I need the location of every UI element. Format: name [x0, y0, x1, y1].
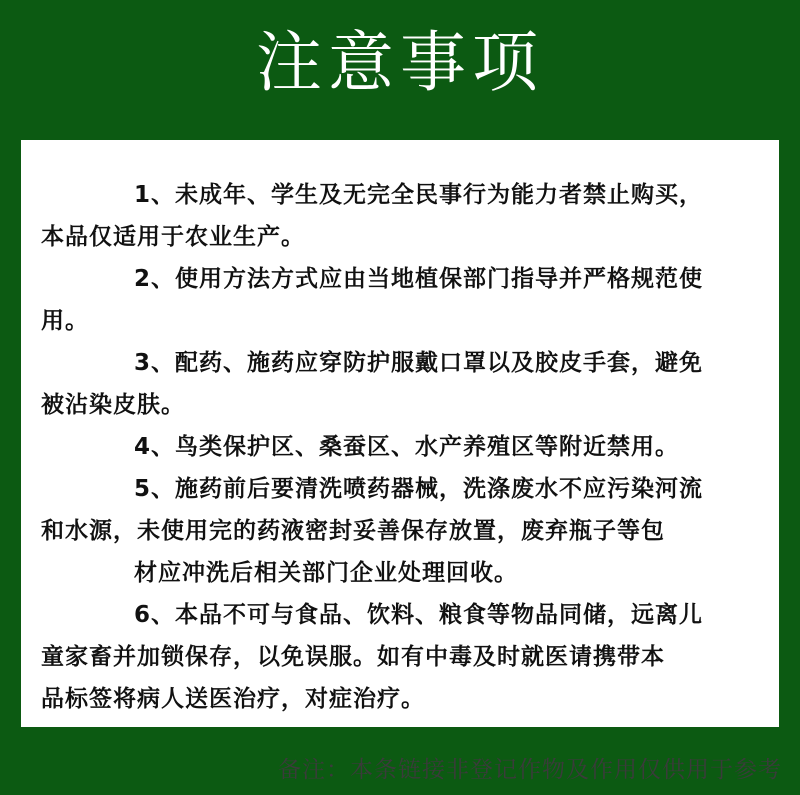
notice-line: 5、施药前后要清洗喷药器械，洗涤废水不应污染河流: [134, 476, 704, 502]
notice-line: 3、配药、施药应穿防护服戴口罩以及胶皮手套，避免: [134, 350, 704, 376]
notice-line: 童家畜并加锁保存，以免误服。如有中毒及时就医请携带本: [41, 644, 665, 670]
notice-line: 材应冲洗后相关部门企业处理回收。: [134, 560, 518, 586]
page-title: 注意事项: [256, 24, 544, 101]
notice-line: 6、本品不可与食品、饮料、粮食等物品同储，远离儿: [134, 602, 704, 628]
notice-line: 4、鸟类保护区、桑蚕区、水产养殖区等附近禁用。: [134, 434, 680, 460]
notice-line: 1、未成年、学生及无完全民事行为能力者禁止购买，: [134, 182, 704, 208]
footer-note: 备注：本条链接非登记作物及作用仅供用于参考: [278, 757, 782, 783]
notice-line: 和水源，未使用完的药液密封妥善保存放置，废弃瓶子等包: [41, 518, 665, 544]
notice-line: 用。: [41, 308, 89, 334]
notice-line: 2、使用方法方式应由当地植保部门指导并严格规范使: [134, 266, 704, 292]
notice-line: 品标签将病人送医治疗，对症治疗。: [41, 686, 425, 712]
notice-line: 被沾染皮肤。: [41, 392, 185, 418]
notice-panel: [21, 140, 779, 727]
notice-line: 本品仅适用于农业生产。: [41, 224, 305, 250]
